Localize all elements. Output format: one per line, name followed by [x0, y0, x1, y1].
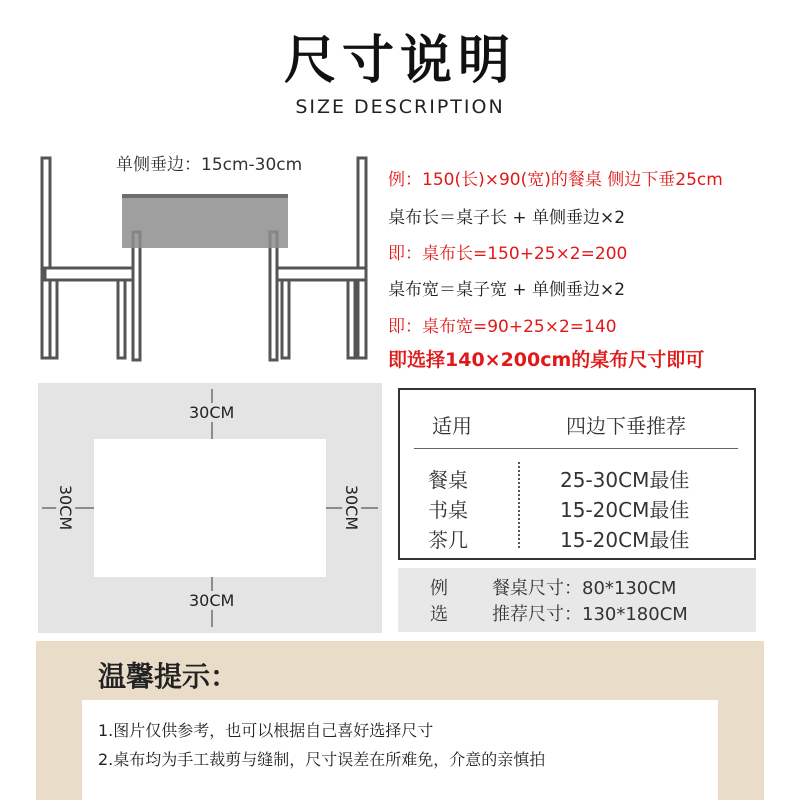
example-size-box [398, 568, 756, 632]
dimension-top: 30CM [186, 403, 237, 422]
select-label: 选 [430, 604, 448, 625]
page-subtitle: SIZE DESCRIPTION [295, 96, 505, 118]
table-size-text: 餐桌尺寸：80*130CM [492, 578, 677, 599]
table-row-type: 书桌 [428, 498, 468, 522]
left-chair-icon [42, 158, 137, 358]
table-header-divider [414, 448, 738, 449]
table-row-value: 25-30CM最佳 [560, 468, 690, 492]
recommended-size-text: 推荐尺寸：130*180CM [492, 604, 688, 625]
tip-item: 2.桌布均为手工裁剪与缝制，尺寸误差在所难免，介意的亲慎拍 [98, 750, 546, 769]
right-chair-icon [274, 158, 366, 358]
tips-title: 温馨提示： [98, 660, 239, 693]
example-conclusion: 即选择140×200cm的桌布尺寸即可 [388, 349, 705, 371]
example-line-4: 桌布宽＝桌子宽 + 单侧垂边×2 [388, 280, 626, 300]
example-line-2: 桌布长＝桌子长 + 单侧垂边×2 [388, 208, 626, 228]
overhang-label: 单侧垂边：15cm-30cm [116, 155, 303, 175]
example-line-1: 例：150(长)×90(宽)的餐桌 侧边下垂25cm [388, 170, 723, 190]
tip-item: 1.图片仅供参考，也可以根据自己喜好选择尺寸 [98, 721, 434, 740]
table-row-value: 15-20CM最佳 [560, 498, 690, 522]
dimension-bottom: 30CM [186, 591, 237, 610]
table-row-value: 15-20CM最佳 [560, 528, 690, 552]
page-title: 尺寸说明 [283, 31, 516, 91]
table-header-overhang: 四边下垂推荐 [566, 414, 686, 438]
dimension-left: 30CM [56, 482, 75, 533]
table-row-type: 餐桌 [428, 468, 468, 492]
example-line-3: 即：桌布长=150+25×2=200 [388, 244, 628, 264]
table-chairs-illustration [30, 148, 380, 380]
example-label: 例 [430, 578, 448, 599]
example-line-5: 即：桌布宽=90+25×2=140 [388, 317, 617, 337]
table-header-usage: 适用 [432, 414, 472, 438]
table-with-cloth-icon [122, 194, 288, 360]
tabletop-area [94, 439, 326, 577]
table-column-divider [518, 462, 520, 548]
dimension-right: 30CM [342, 482, 361, 533]
table-row-type: 茶几 [428, 528, 468, 552]
recommendation-table [398, 388, 756, 560]
